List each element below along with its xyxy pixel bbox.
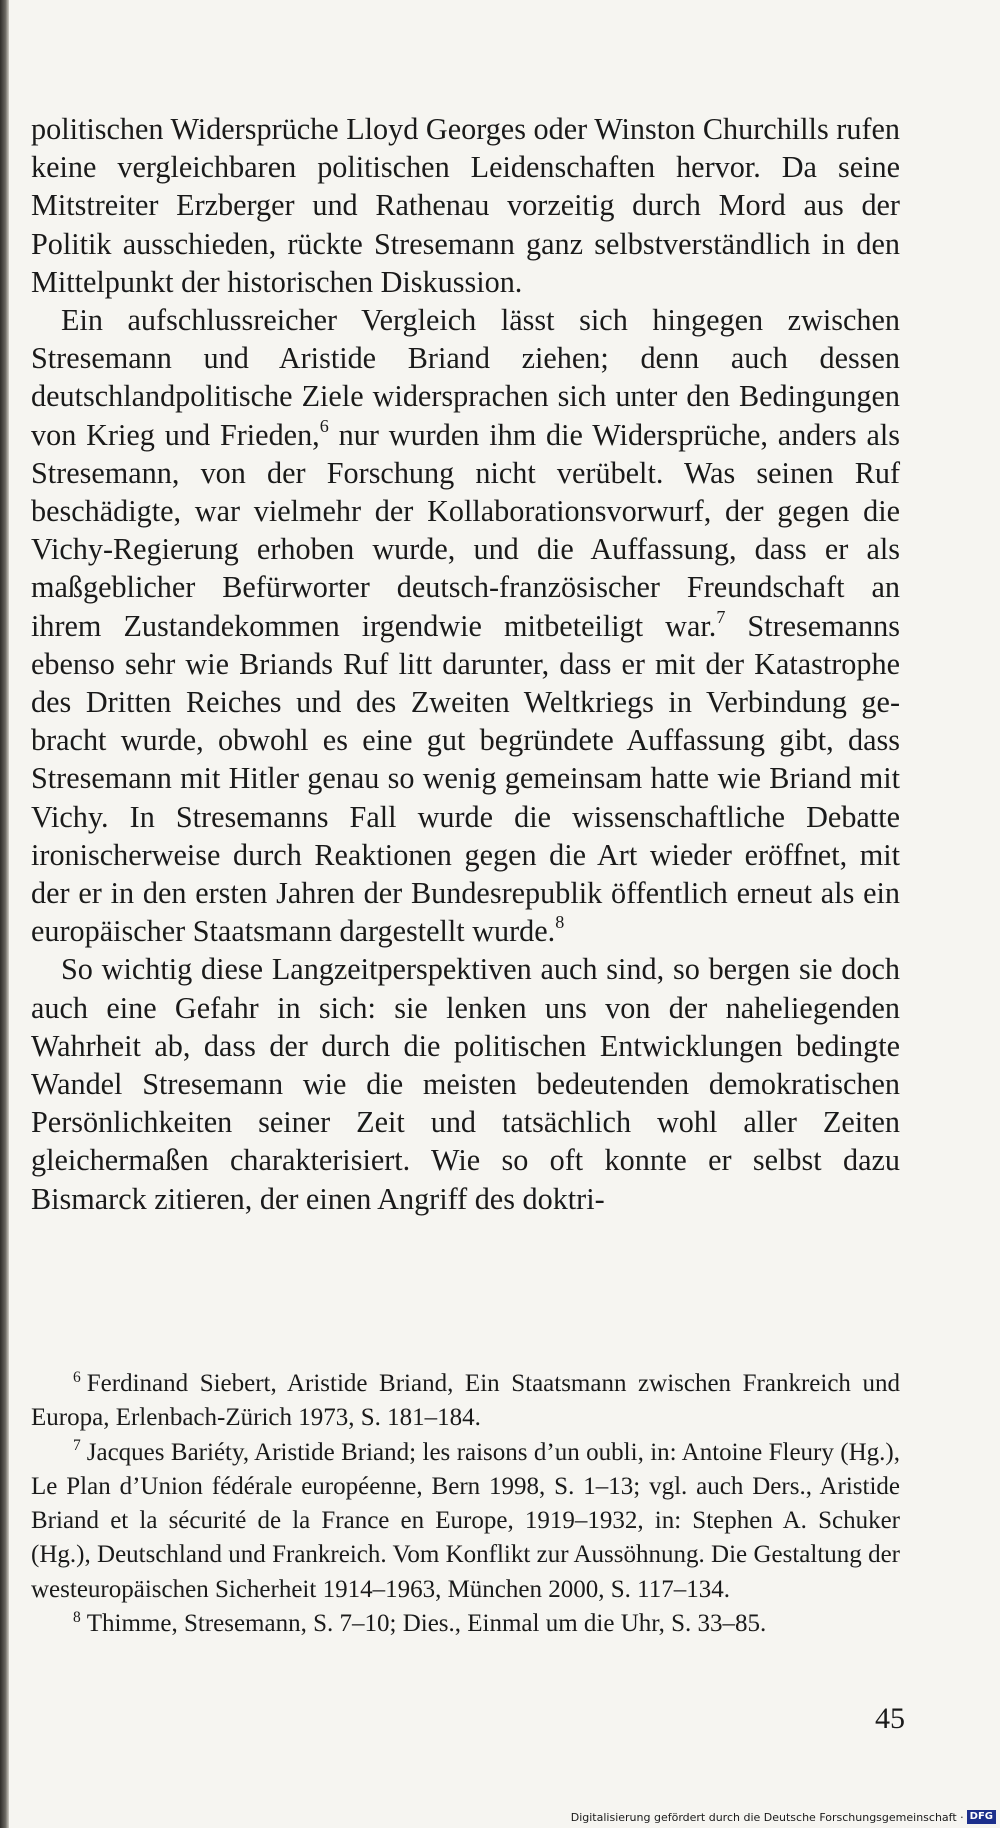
dfg-logo: DFG xyxy=(967,1810,996,1824)
paragraph-2-part-b: nur wurden ihm die Widersprüche, anders als Stresemann, von der Forschung nicht verübelt. Was seinen Ruf beschädigte, war vielmehr der Kollaborationsvorwurf, der gegen die Vichy-Regierung erhoben wurde, und die Auffassung, dass er als maßgeblicher Befürworter deutsch-französischer Freundschaft an ihrem Zustandekommen irgendwie mitbeteiligt war. xyxy=(31,417,901,643)
footnote-6 xyxy=(31,1367,900,1436)
digitization-note: Digitalisierung gefördert durch die Deutsche Forschungsgemeinschaft · xyxy=(570,1810,964,1824)
footnote-8 xyxy=(31,1607,900,1641)
paragraph-2-part-a: Ein aufschlussreicher Vergleich lässt sich hingegen zwischen Stresemann und Aristide Briand ziehen; denn auch dessen deutschlandpolitische Ziele widersprachen sich unter den Bedingungen von Krieg und Frieden, xyxy=(31,303,900,452)
digitization-footer xyxy=(571,1809,996,1825)
footnote-marker-6: 6 xyxy=(73,1368,81,1386)
paragraph-2 xyxy=(31,301,900,950)
main-text xyxy=(31,110,900,1218)
paragraph-2-part-c: Stresemanns ebenso sehr wie Briands Ruf litt darunter, dass er mit der Katastrophe des Dritten Reiches und des Zweiten Weltkriegs in Verbindung gebracht wurde, obwohl es eine gut begründete Auffassung gibt, dass Stresemann mit Hitler genau so wenig gemeinsam hatte wie Briand mit Vichy. In Stresemanns Fall wurde die wissenschaftliche Debatte ironischerweise durch Reaktionen gegen die Art wieder eröffnet, mit der er in den ersten Jahren der Bundesrepublik öffentlich erneut als ein europäischer Staatsmann dargestellt wurde. xyxy=(31,608,900,949)
footnote-text-6: Ferdinand Siebert, Aristide Briand, Ein Staatsmann zwischen Frankreich und Europa, Erlenbach-Zürich 1973, S. 181–184. xyxy=(31,1370,900,1432)
footnote-marker-7: 7 xyxy=(73,1437,81,1455)
book-spine-shadow xyxy=(0,0,9,1828)
footnotes xyxy=(31,1367,900,1641)
footnote-text-7: Jacques Bariéty, Aristide Briand; les raisons d’un oubli, in: Antoine Fleury (Hg.), Le Plan d’Union fédérale européenne, Bern 1998, S. 1–13; vgl. auch Ders., Aristide Briand et la sécurité de la France en Europe, 1919–1932, in: Stephen A. Schuker (Hg.), Deutschland und Frankreich. Vom Konflikt zur Aussöhnung. Die Gestaltung der westeuropäischen Sicherheit 1914–1963, München 2000, S. 117–134. xyxy=(31,1438,900,1603)
page-number: 45 xyxy=(875,1702,905,1735)
footnote-7 xyxy=(31,1436,900,1607)
paragraph-3: So wichtig diese Langzeitperspektiven auch sind, so bergen sie doch auch eine Gefahr in sich: sie lenken uns von der naheliegenden Wahrheit ab, dass der durch die politischen Entwicklungen bedingte Wandel Stresemann wie die meisten bedeutenden demokratischen Persönlichkeiten seiner Zeit und tatsächlich wohl aller Zeiten gleichermaßen charakterisiert. Wie so oft konnte er selbst dazu Bismarck zitieren, der einen Angriff des doktri- xyxy=(31,952,900,1216)
footnote-ref-6: 6 xyxy=(319,415,329,436)
footnote-text-8: Thimme, Stresemann, S. 7–10; Dies., Einmal um die Uhr, S. 33–85. xyxy=(86,1610,767,1638)
paragraph-1: politischen Widersprüche Lloyd Georges oder Winston Churchills rufen keine vergleichbaren politischen Leidenschaften hervor. Da seine Mitstreiter Erzberger und Rathenau vorzeitig durch Mord aus der Politik ausschieden, rückte Stresemann ganz selbstverständlich in den Mittelpunkt der historischen Diskussion. xyxy=(31,112,900,299)
footnote-ref-7: 7 xyxy=(716,606,726,627)
footnote-marker-8: 8 xyxy=(73,1608,81,1626)
footnote-ref-8: 8 xyxy=(555,912,565,933)
